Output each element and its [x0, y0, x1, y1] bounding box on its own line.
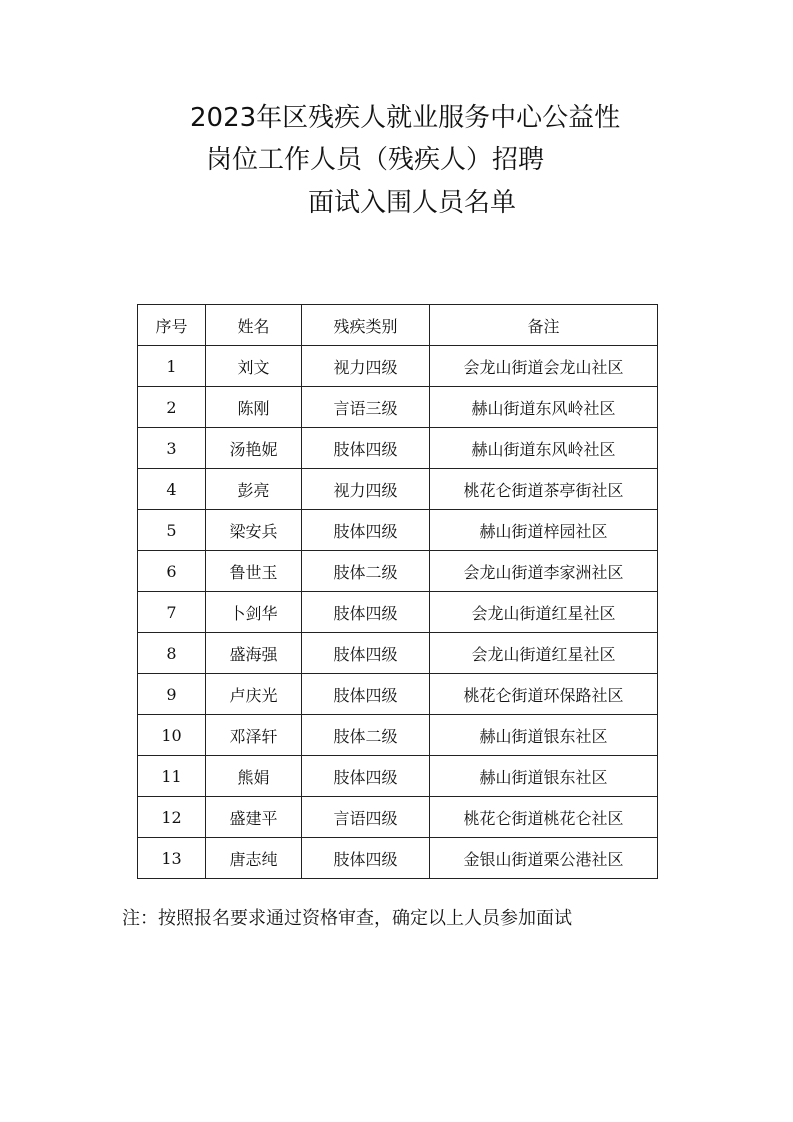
header-disability-category: 残疾类别: [302, 305, 430, 346]
cell-serial-number: 7: [138, 592, 206, 633]
cell-disability-category: 肢体四级: [302, 592, 430, 633]
footnote: 注：按照报名要求通过资格审查，确定以上人员参加面试: [122, 908, 572, 929]
table-row: [138, 428, 658, 469]
cell-disability-category: 肢体二级: [302, 551, 430, 592]
cell-name: 唐志纯: [206, 838, 302, 879]
table-row: [138, 838, 658, 879]
cell-remarks: 赫山街道银东社区: [430, 756, 658, 797]
cell-serial-number: 8: [138, 633, 206, 674]
cell-name: 卢庆光: [206, 674, 302, 715]
cell-remarks: 会龙山街道红星社区: [430, 592, 658, 633]
table-row: [138, 592, 658, 633]
cell-name: 邓泽轩: [206, 715, 302, 756]
cell-remarks: 赫山街道梓园社区: [430, 510, 658, 551]
cell-remarks: 赫山街道银东社区: [430, 715, 658, 756]
table-row: [138, 469, 658, 510]
cell-name: 盛海强: [206, 633, 302, 674]
cell-serial-number: 9: [138, 674, 206, 715]
table-header-row: [138, 305, 658, 346]
cell-remarks: 会龙山街道李家洲社区: [430, 551, 658, 592]
cell-disability-category: 肢体四级: [302, 633, 430, 674]
cell-disability-category: 肢体四级: [302, 428, 430, 469]
cell-name: 鲁世玉: [206, 551, 302, 592]
cell-remarks: 桃花仑街道环保路社区: [430, 674, 658, 715]
cell-disability-category: 肢体四级: [302, 838, 430, 879]
table-row: [138, 387, 658, 428]
cell-remarks: 会龙山街道红星社区: [430, 633, 658, 674]
candidate-table: [137, 304, 658, 879]
cell-disability-category: 肢体四级: [302, 674, 430, 715]
cell-disability-category: 言语三级: [302, 387, 430, 428]
cell-name: 盛建平: [206, 797, 302, 838]
cell-remarks: 赫山街道东风岭社区: [430, 428, 658, 469]
cell-remarks: 桃花仑街道桃花仑社区: [430, 797, 658, 838]
cell-serial-number: 12: [138, 797, 206, 838]
cell-serial-number: 6: [138, 551, 206, 592]
cell-disability-category: 视力四级: [302, 469, 430, 510]
document-title-line-1: 2023年区残疾人就业服务中心公益性: [190, 103, 621, 133]
cell-name: 梁安兵: [206, 510, 302, 551]
table-row: [138, 756, 658, 797]
cell-serial-number: 13: [138, 838, 206, 879]
cell-name: 陈刚: [206, 387, 302, 428]
table-row: [138, 674, 658, 715]
cell-serial-number: 2: [138, 387, 206, 428]
cell-remarks: 会龙山街道会龙山社区: [430, 346, 658, 387]
table-row: [138, 510, 658, 551]
cell-remarks: 赫山街道东风岭社区: [430, 387, 658, 428]
cell-serial-number: 11: [138, 756, 206, 797]
cell-name: 熊娟: [206, 756, 302, 797]
cell-name: 卜剑华: [206, 592, 302, 633]
cell-disability-category: 肢体四级: [302, 510, 430, 551]
cell-disability-category: 视力四级: [302, 346, 430, 387]
cell-serial-number: 10: [138, 715, 206, 756]
table-row: [138, 633, 658, 674]
table-row: [138, 715, 658, 756]
cell-name: 汤艳妮: [206, 428, 302, 469]
cell-remarks: 桃花仑街道茶亭街社区: [430, 469, 658, 510]
table-row: [138, 797, 658, 838]
cell-disability-category: 肢体四级: [302, 756, 430, 797]
cell-serial-number: 5: [138, 510, 206, 551]
table-row: [138, 346, 658, 387]
cell-serial-number: 4: [138, 469, 206, 510]
table-row: [138, 551, 658, 592]
cell-serial-number: 1: [138, 346, 206, 387]
header-remarks: 备注: [430, 305, 658, 346]
cell-remarks: 金银山街道栗公港社区: [430, 838, 658, 879]
cell-disability-category: 言语四级: [302, 797, 430, 838]
document-title-line-2: 岗位工作人员（残疾人）招聘: [206, 145, 545, 175]
cell-disability-category: 肢体二级: [302, 715, 430, 756]
cell-name: 刘文: [206, 346, 302, 387]
cell-serial-number: 3: [138, 428, 206, 469]
document-title-line-3: 面试入围人员名单: [308, 188, 517, 218]
table-body: [138, 346, 658, 879]
header-serial-number: 序号: [138, 305, 206, 346]
header-name: 姓名: [206, 305, 302, 346]
cell-name: 彭亮: [206, 469, 302, 510]
